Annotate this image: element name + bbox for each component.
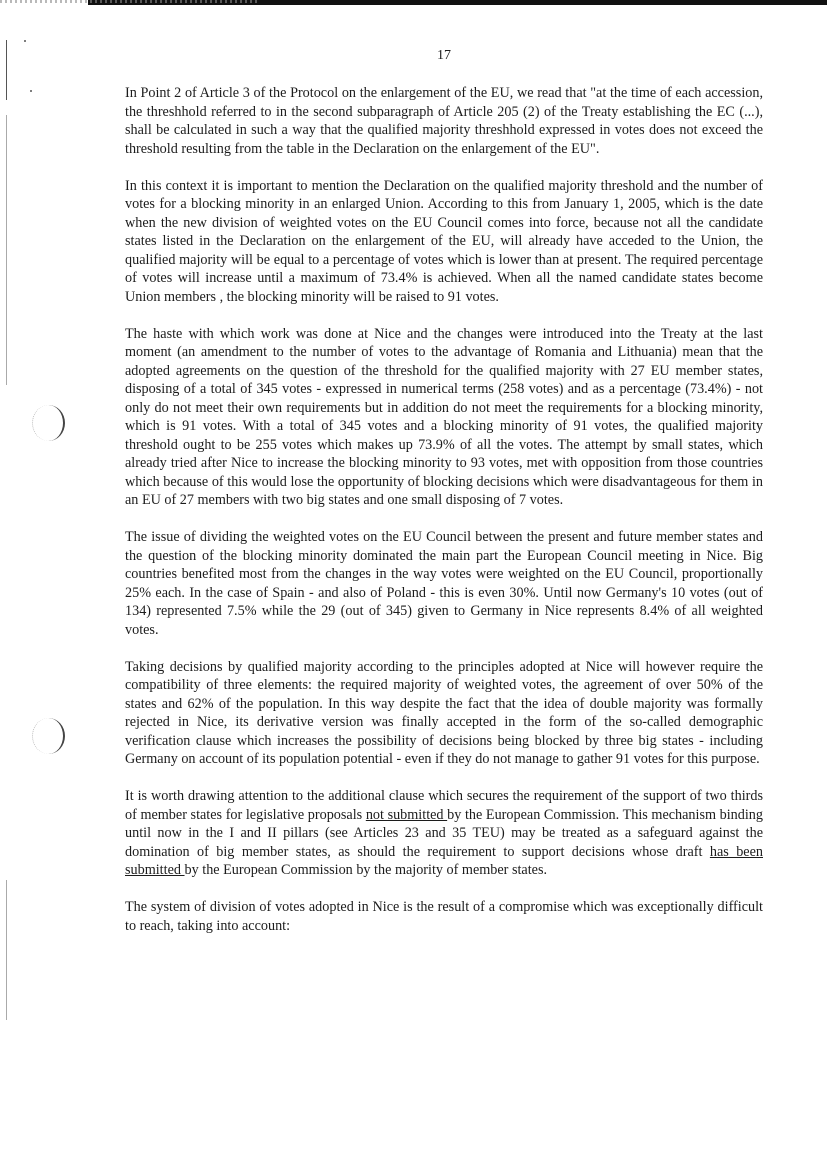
paragraph-protocol-point: In Point 2 of Article 3 of the Protocol on the enlargement of the EU, we read that "at the time of each accession, the threshhold referred to in the second subparagraph of Article 205 (2) of the Treaty establishing the EC (...), shall be calculated in such a way that the qualified majority threshhold expressed in votes does not exceed the threshold resulting from the table in the Declaration on the enlargement of the EU". <box>125 85 763 157</box>
scan-speckle <box>0 0 260 3</box>
scan-dot <box>24 40 26 42</box>
paragraph-additional-clause <box>125 787 763 880</box>
scan-edge-mark <box>6 115 7 385</box>
page-number: 17 <box>437 48 451 63</box>
clause-text-1: It is worth drawing attention to the additional clause which secures the requirement of the support of two thirds of member states for legislative proposals <box>125 788 763 823</box>
punch-hole-mark <box>32 405 65 441</box>
clause-text-3: by the European Commission by the majority of member states. <box>184 862 548 878</box>
paragraph-qualified-majority: Taking decisions by qualified majority according to the principles adopted at Nice will however require the compatibility of three elements: the required majority of weighted votes, the agreement of over 50% of the states and 62% of the population. In this way despite the fact that the idea of double majority was formally rejected in Nice, its derivative version was finally accepted in the form of the so-called demographic verification clause which increases the possibility of decisions being blocked by three big states - including Germany on account of its population potential - even if they do not manage to gather 91 votes for this purpose. <box>125 658 763 767</box>
document-body <box>125 84 763 954</box>
paragraph-nice-haste: The haste with which work was done at Nice and the changes were introduced into the Treaty at the last moment (an amendment to the number of votes to the advantage of Romania and Lithuania) mean that the adopted agreements on the question of the threshold for the qualified majority with 27 EU member states, disposing of a total of 345 votes - expressed in numerical terms (258 votes) and as a percentage (73.4%) - not only do not meet their own requirements but in addition do not meet the requirements for a blocking minority, which is 91 votes. With a total of 345 votes and a blocking minority of 91 votes, the qualified majority threshold ought to be 255 votes which makes up 73.9% of all the votes. The attempt by small states, which already tried after Nice to increase the blocking minority to 93 votes, met with opposition from those countries which because of this would lose the opportunity of blocking decisions which were disadvantageous for them in an EU of 27 members with two big states and one small disposing of 7 votes. <box>125 325 763 508</box>
scan-edge-mark <box>6 40 7 100</box>
scan-edge-mark <box>6 880 7 1020</box>
punch-hole-mark <box>32 718 65 754</box>
paragraph-compromise: The system of division of votes adopted in Nice is the result of a compromise which was exceptionally difficult to reach, taking into account: <box>125 899 763 934</box>
scan-dot <box>30 90 32 92</box>
underlined-has-been-submitted: has been submitted <box>125 843 763 878</box>
paragraph-weighted-votes: The issue of dividing the weighted votes on the EU Council between the present and future member states and the question of the blocking minority dominated the main part the European Council meeting in Nice. Big countries benefited most from the changes in the way votes were weighted on the EU Council, proportionally 25% each. In the case of Spain - and also of Poland - this is even 30%. Until now Germany's 10 votes (out of 134) represented 7.5% while the 29 (out of 345) given to Germany in Nice represents 8.4% of all weighted votes. <box>125 529 763 638</box>
clause-text-2: by the European Commission. This mechanism binding until now in the I and II pillars (see Articles 23 and 35 TEU) may be treated as a safeguard against the domination of big member states, as should the requirement to support decisions whose draft <box>125 806 763 860</box>
paragraph-declaration-threshold: In this context it is important to mention the Declaration on the qualified majority threshold and the number of votes for a blocking minority in an enlarged Union. According to this from January 1, 2005, which is the date when the new division of weighted votes on the EU Council comes into force, because not all the candidate states listed in the Declaration on the enlargement of the EU, will already have acceded to the Union, the qualified majority will be equal to a percentage of votes which is lower than at present. The required percentage of votes will increase until a maximum of 73.4% is achieved. When all the named candidate states become Union members , the blocking minority will be raised to 91 votes. <box>125 177 763 305</box>
underlined-not-submitted: not submitted <box>365 806 448 823</box>
